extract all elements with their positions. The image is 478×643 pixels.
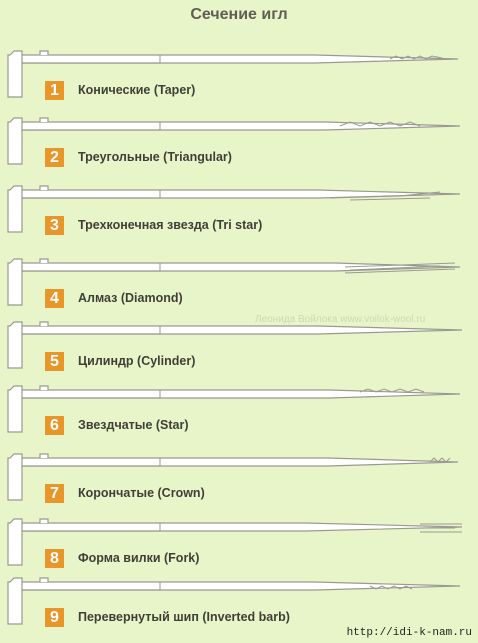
needle-row <box>0 316 478 386</box>
needle-label: Форма вилки (Fork) <box>78 551 200 565</box>
needle-label: Цилиндр (Cylinder) <box>78 354 196 368</box>
needle-row <box>0 448 478 518</box>
needle-number-badge: 3 <box>45 216 64 235</box>
needle-label: Алмаз (Diamond) <box>78 291 183 305</box>
needle-number-badge: 8 <box>45 549 64 568</box>
needle-label: Перевернутый шип (Inverted barb) <box>78 610 290 624</box>
needle-number-badge: 1 <box>45 81 64 100</box>
needle-number-badge: 9 <box>45 608 64 627</box>
needle-number-badge: 7 <box>45 484 64 503</box>
page-title: Сечение игл <box>190 6 288 23</box>
watermark: Леонида Войлока www.voilok-wool.ru <box>255 314 426 325</box>
needle-label: Треугольные (Triangular) <box>78 150 232 164</box>
footer-url: http://idi-k-nam.ru <box>346 627 472 639</box>
needle-row <box>0 112 478 182</box>
needle-label: Корончатые (Crown) <box>78 486 205 500</box>
needle-label: Трехконечная звезда (Tri star) <box>78 218 263 232</box>
needle-number-badge: 2 <box>45 148 64 167</box>
needle-number-badge: 5 <box>45 352 64 371</box>
needle-number-badge: 4 <box>45 289 64 308</box>
needle-label: Звездчатые (Star) <box>78 418 189 432</box>
needle-number-badge: 6 <box>45 416 64 435</box>
needle-label: Конические (Taper) <box>78 83 196 97</box>
needle-row <box>0 45 478 115</box>
needle-row <box>0 180 478 250</box>
needle-row <box>0 253 478 323</box>
needle-row <box>0 380 478 450</box>
